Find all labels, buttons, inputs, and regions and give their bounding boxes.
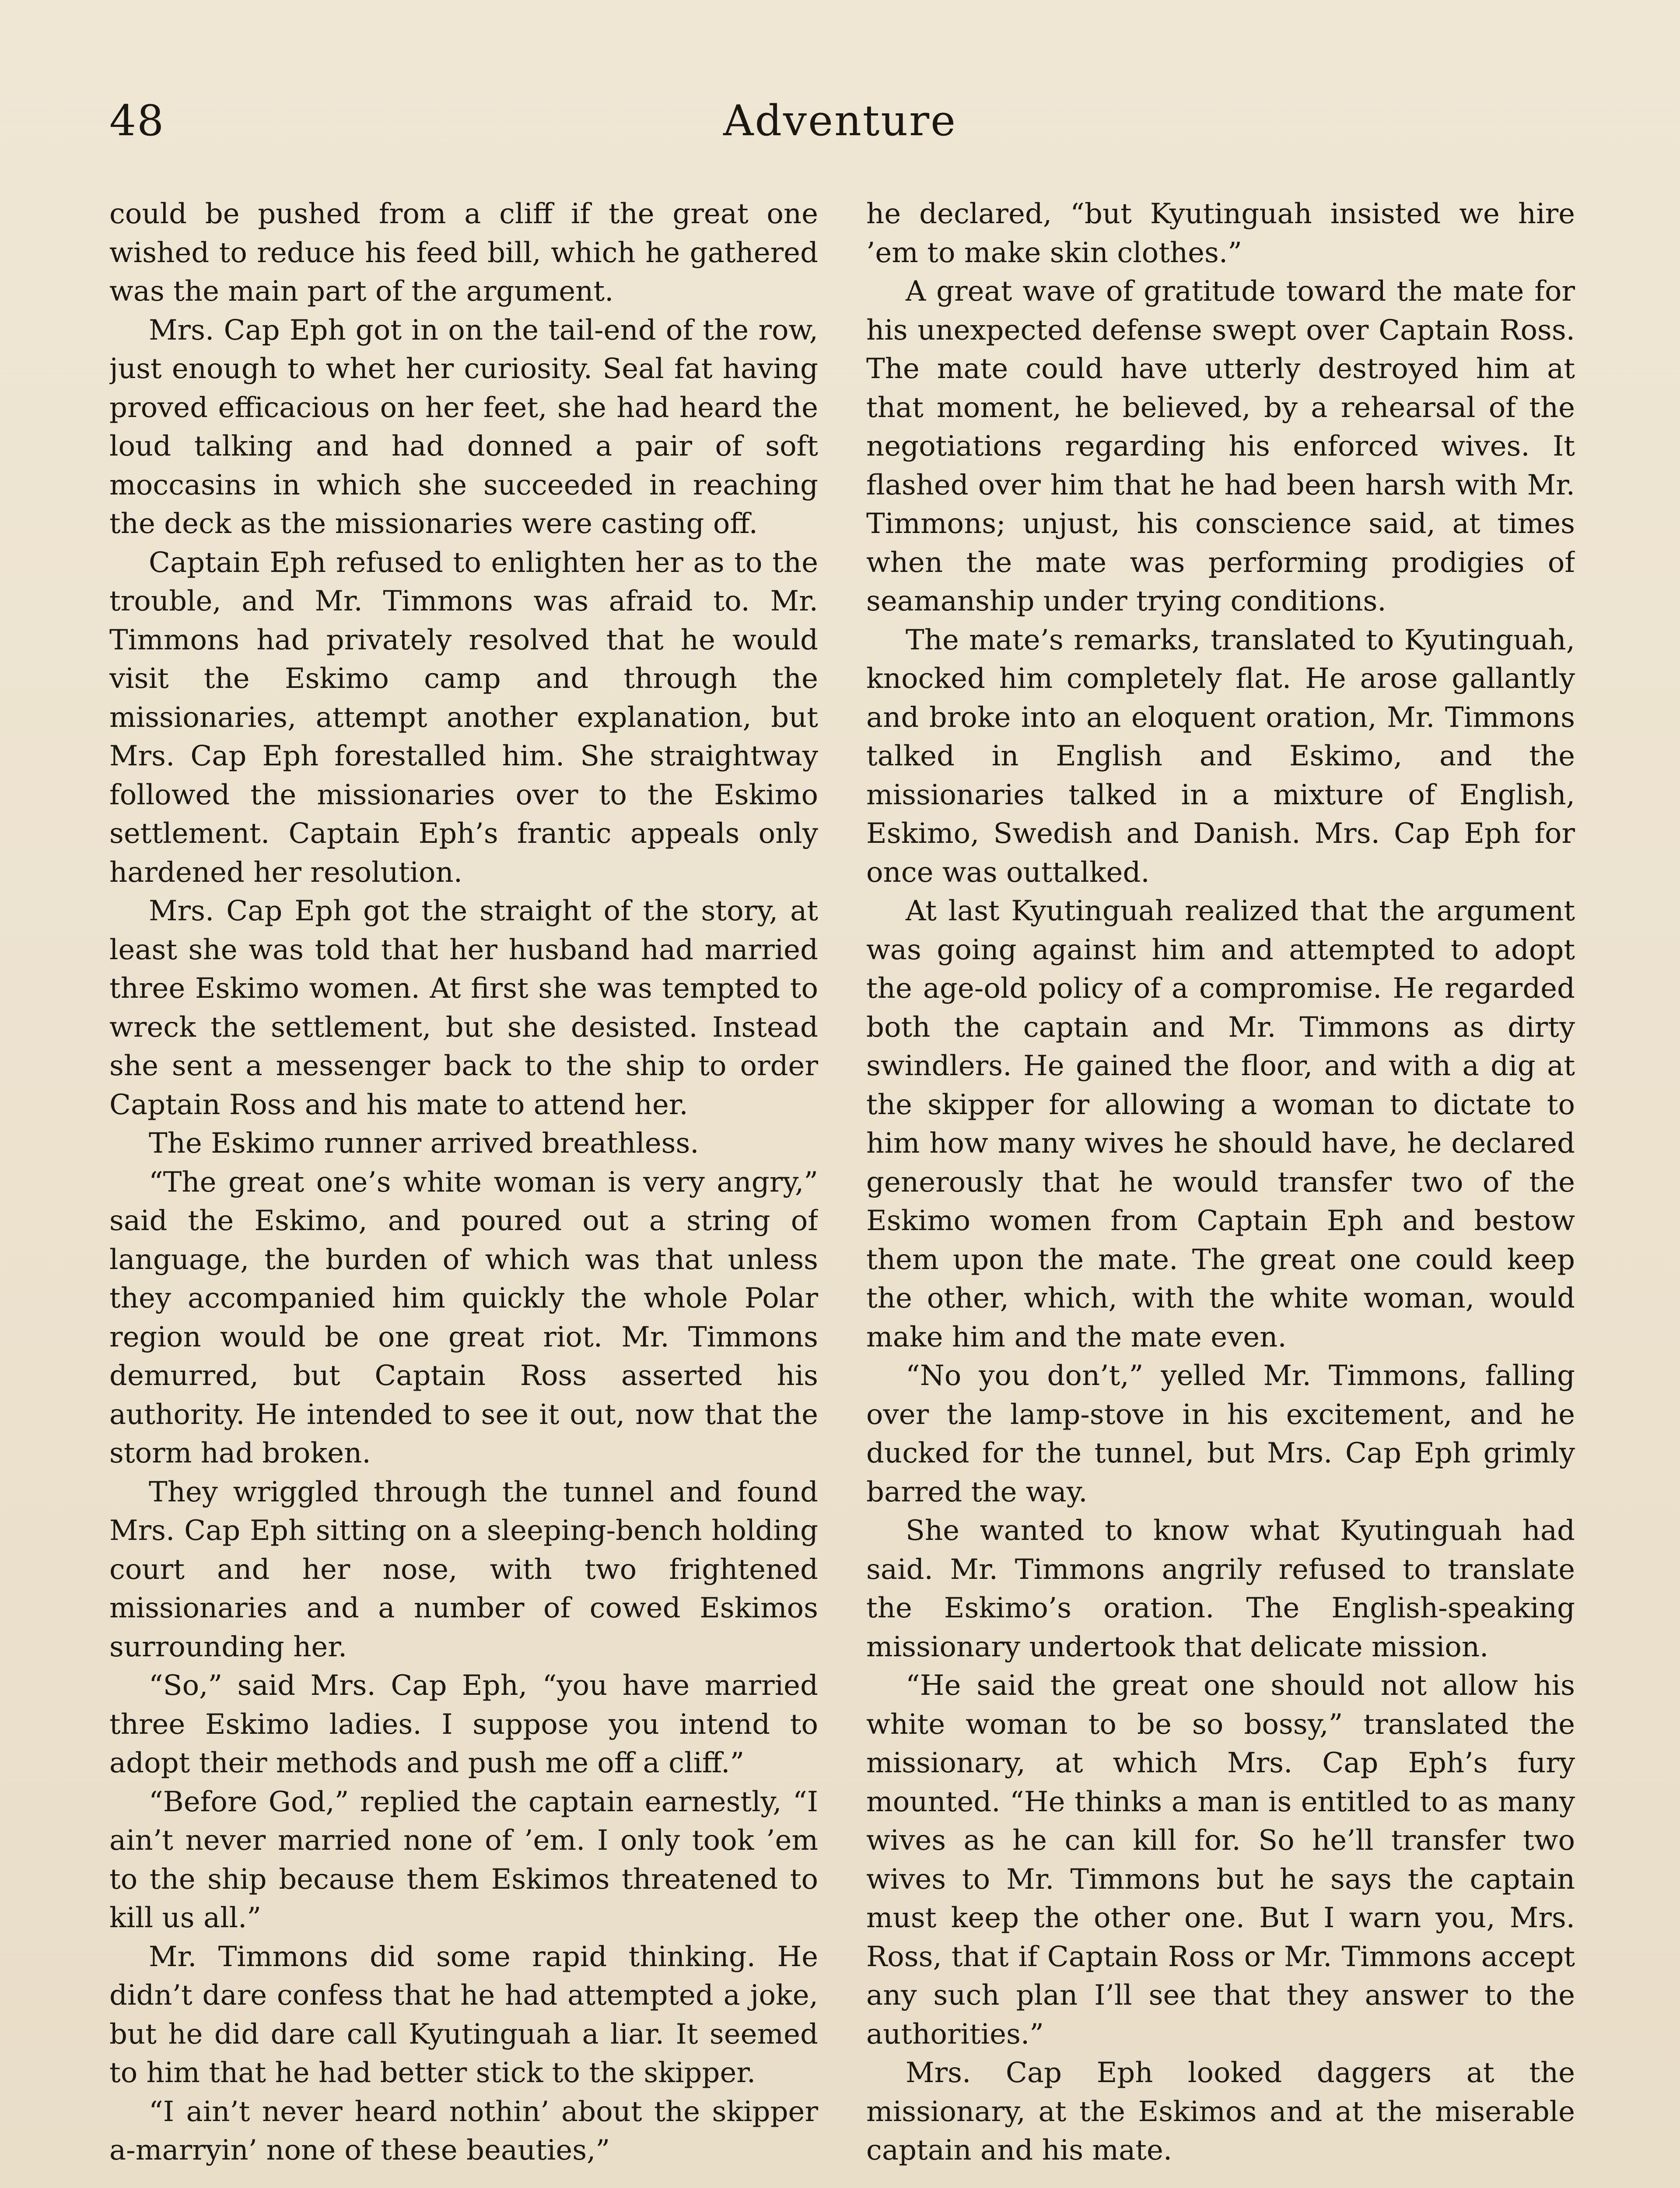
paragraph: They wriggled through the tunnel and found Mrs. Cap Eph sitting on a sleeping-bench holding court and her nose, with two frightened missionaries and a number of cowed Eskimos surrounding her.: [109, 1476, 818, 1663]
page-number: 48: [109, 96, 165, 145]
paragraph: “He said the great one should not allow his white woman to be so bossy,” translated the missionary, at which Mrs. Cap Eph’s fury mounted. “He thinks a man is entitled to as many wives as he can kill for. So he’ll transfer two wives to Mr. Timmons but he says the captain must keep the other one. But I warn you, Mrs. Ross, that if Captain Ross or Mr. Timmons accept any such plan I’ll see that they answer to the authorities.”: [866, 1669, 1575, 2051]
article-body: [109, 195, 1575, 2188]
paragraph: Mrs. Cap Eph got the straight of the story, at least she was told that her husband had married three Eskimo women. At first she was tempted to wreck the settlement, but she desisted. Instead she sent a messenger back to the ship to order Captain Ross and his mate to attend her.: [109, 895, 818, 1121]
paragraph: “No you don’t,” yelled Mr. Timmons, falling over the lamp-stove in his excitement, and he ducked for the tunnel, but Mrs. Cap Eph grimly barred the way.: [866, 1360, 1575, 1508]
page-header: [101, 88, 1579, 153]
paragraph: could be pushed from a cliff if the great one wished to reduce his feed bill, which he gathered was the main part of the argument.: [109, 198, 818, 308]
paragraph: “The great one’s white woman is very angry,” said the Eskimo, and poured out a string of language, the burden of which was that unless they accompanied him quickly the whole Polar region would be one great riot. Mr. Timmons demurred, but Captain Ross asserted his authority. He intended to see it out, now that the storm had broken.: [109, 1166, 818, 1469]
paragraph: “I ain’t never heard nothin’ about the skipper a-marryin’ none of these beauties,”: [109, 2095, 818, 2167]
right-column: [866, 195, 1575, 2188]
paragraph: Mrs. Cap Eph looked daggers at the missionary, at the Eskimos and at the miserable captain and his mate.: [866, 2057, 1575, 2167]
paragraph: The Eskimo runner arrived breathless.: [149, 1127, 699, 1160]
paragraph: he declared, “but Kyutinguah insisted we hire ’em to make skin clothes.”: [866, 198, 1575, 269]
paragraph: Mrs. Cap Eph got in on the tail-end of the row, just enough to whet her curiosity. Seal fat having proved efficacious on her feet, she had heard the loud talking and had donned a pair of soft moccasins in which she succeeded in reaching the deck as the missionaries were casting off.: [109, 314, 818, 540]
paragraph: She wanted to know what Kyutinguah had said. Mr. Timmons angrily refused to translate the Eskimo’s oration. The English-speaking missionary undertook that delicate mission.: [866, 1515, 1575, 1663]
paragraph: “Before God,” replied the captain earnestly, “I ain’t never married none of ’em. I only took ’em to the ship because them Eskimos threatened to kill us all.”: [109, 1785, 818, 1934]
paragraph: Captain Eph refused to enlighten her as to the trouble, and Mr. Timmons was afraid to. Mr. Timmons had privately resolved that he would visit the Eskimo camp and through the missionaries, attempt another explanation, but Mrs. Cap Eph forestalled him. She straightway followed the missionaries over to the Eskimo settlement. Captain Eph’s frantic appeals only hardened her resolution.: [109, 546, 818, 889]
paragraph: The mate’s remarks, translated to Kyutinguah, knocked him completely flat. He arose gallantly and broke into an eloquent oration, Mr. Timmons talked in English and Eskimo, and the missionaries talked in a mixture of English, Eskimo, Swedish and Danish. Mrs. Cap Eph for once was outtalked.: [866, 624, 1575, 889]
paragraph: Mr. Timmons did some rapid thinking. He didn’t dare confess that he had attempted a joke, but he did dare call Kyutinguah a liar. It seemed to him that he had better stick to the skipper.: [109, 1940, 818, 2089]
paragraph: A great wave of gratitude toward the mate for his unexpected defense swept over Captain Ross. The mate could have utterly destroyed him at that moment, he believed, by a rehearsal of the negotiations regarding his enforced wives. It flashed over him that he had been harsh with Mr. Timmons; unjust, his conscience said, at times when the mate was performing prodigies of seamanship under trying conditions.: [866, 275, 1575, 617]
left-column: [109, 195, 818, 2188]
paragraph: At last Kyutinguah realized that the argument was going against him and attempted to adopt the age-old policy of a compromise. He regarded both the captain and Mr. Timmons as dirty swindlers. He gained the floor, and with a dig at the skipper for allowing a woman to dictate to him how many wives he should have, he declared generously that he would transfer two of the Eskimo women from Captain Eph and bestow them upon the mate. The great one could keep the other, which, with the white woman, would make him and the mate even.: [866, 895, 1575, 1353]
paragraph: “So,” said Mrs. Cap Eph, “you have married three Eskimo ladies. I suppose you intend to adopt their methods and push me off a cliff.”: [109, 1669, 818, 1779]
running-title: Adventure: [723, 96, 957, 145]
